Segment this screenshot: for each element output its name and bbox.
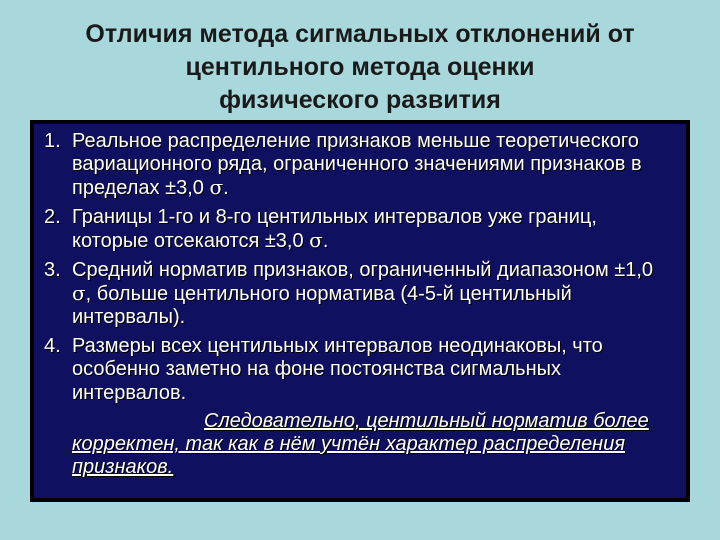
- list-item: [44, 206, 676, 253]
- item-text-end: .: [322, 230, 329, 252]
- list-item: [44, 130, 676, 200]
- item-number: 3.: [44, 259, 61, 281]
- title-line-1: Отличия метода сигмальных отклонений от: [85, 20, 635, 48]
- list-item: [44, 335, 676, 405]
- conclusion-text: Следовательно, центильный норматив более корректен, так как в нём учтён характер распределения признаков.: [72, 410, 649, 478]
- item-number: 4.: [44, 335, 61, 357]
- item-text: Реальное распределение признаков меньше теоретического вариационного ряда, ограниченного значениями признаков в пределах ±3,0: [72, 130, 642, 199]
- item-text: Границы 1-го и 8-го центильных интервалов уже границ, которые отсекаются ±3,0: [72, 206, 597, 252]
- sigma-symbol: σ: [72, 281, 86, 305]
- slide-title: [20, 18, 700, 117]
- list-item: [44, 259, 676, 329]
- item-text: Размеры всех центильных интервалов неодинаковы, что особенно заметно на фоне постоянства сигмальных интервалов.: [72, 335, 603, 404]
- title-line-3: физического развития: [219, 86, 501, 114]
- item-text-end: .: [223, 177, 229, 199]
- differences-list: [44, 130, 676, 411]
- item-number: 2.: [44, 206, 61, 228]
- sigma-symbol: σ: [209, 175, 224, 199]
- item-text-end: , больше центильного норматива (4-5-й центильный интервалы).: [72, 283, 572, 328]
- content-panel: [30, 120, 690, 502]
- item-number: 1.: [44, 130, 61, 152]
- sigma-symbol: σ: [309, 228, 323, 252]
- item-text: Средний норматив признаков, ограниченный диапазоном ±1,0: [72, 259, 654, 281]
- title-line-2: центильного метода оценки: [185, 53, 535, 81]
